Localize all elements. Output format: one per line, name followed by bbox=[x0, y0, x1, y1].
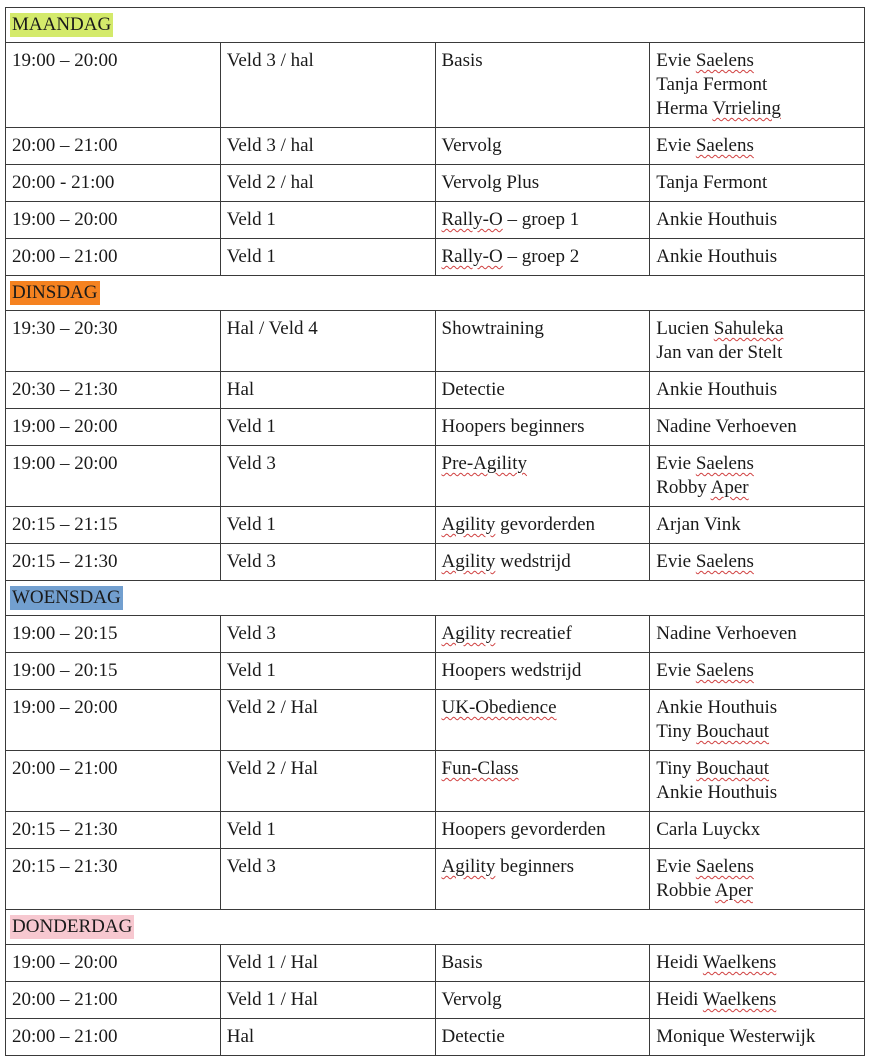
table-row bbox=[6, 751, 865, 812]
activity-cell: Rally-O – groep 1 bbox=[435, 202, 650, 239]
trainer-name: Evie Saelens bbox=[656, 453, 754, 474]
trainers-cell bbox=[650, 982, 865, 1019]
time-cell: 19:00 – 20:00 bbox=[6, 409, 221, 446]
trainers-cell bbox=[650, 202, 865, 239]
time-cell: 20:15 – 21:30 bbox=[6, 849, 221, 910]
trainer-name: Heidi Waelkens bbox=[656, 989, 777, 1010]
time-cell: 20:15 – 21:30 bbox=[6, 544, 221, 581]
activity-cell: Vervolg Plus bbox=[435, 165, 650, 202]
day-header-cell bbox=[6, 581, 865, 616]
activity-cell: Basis bbox=[435, 945, 650, 982]
trainers-cell bbox=[650, 446, 865, 507]
location-cell: Veld 3 bbox=[220, 544, 435, 581]
table-row bbox=[6, 165, 865, 202]
time-cell: 20:00 – 21:00 bbox=[6, 751, 221, 812]
trainer-name: Evie Saelens bbox=[656, 50, 754, 71]
activity-cell: Basis bbox=[435, 43, 650, 128]
trainer-name: Jan van der Stelt bbox=[656, 342, 783, 363]
trainer-name: Tanja Fermont bbox=[656, 172, 768, 193]
table-row bbox=[6, 653, 865, 690]
location-cell: Veld 1 bbox=[220, 812, 435, 849]
table-row bbox=[6, 239, 865, 276]
trainers-cell bbox=[650, 1019, 865, 1056]
activity-cell: Hoopers gevorderden bbox=[435, 812, 650, 849]
trainer-name: Carla Luyckx bbox=[656, 819, 761, 840]
table-row bbox=[6, 616, 865, 653]
trainers-cell bbox=[650, 945, 865, 982]
trainers-cell bbox=[650, 128, 865, 165]
activity-cell: UK-Obedience bbox=[435, 690, 650, 751]
trainers-cell bbox=[650, 409, 865, 446]
trainers-cell bbox=[650, 507, 865, 544]
location-cell: Veld 3 bbox=[220, 616, 435, 653]
time-cell: 20:15 – 21:30 bbox=[6, 812, 221, 849]
trainer-name: Robby Aper bbox=[656, 477, 749, 498]
trainer-name: Ankie Houthuis bbox=[656, 697, 778, 718]
day-header-row bbox=[6, 8, 865, 43]
schedule-document bbox=[5, 7, 865, 1056]
activity-cell: Fun-Class bbox=[435, 751, 650, 812]
trainer-name: Nadine Verhoeven bbox=[656, 416, 797, 437]
trainers-cell bbox=[650, 239, 865, 276]
trainer-name: Evie Saelens bbox=[656, 135, 754, 156]
table-row bbox=[6, 849, 865, 910]
trainer-name: Evie Saelens bbox=[656, 660, 754, 681]
table-row bbox=[6, 945, 865, 982]
trainer-name: Evie Saelens bbox=[656, 856, 754, 877]
location-cell: Veld 2 / Hal bbox=[220, 690, 435, 751]
table-row bbox=[6, 202, 865, 239]
time-cell: 20:15 – 21:15 bbox=[6, 507, 221, 544]
activity-cell: Agility beginners bbox=[435, 849, 650, 910]
table-row bbox=[6, 1019, 865, 1056]
day-header-row bbox=[6, 276, 865, 311]
day-header-row bbox=[6, 581, 865, 616]
activity-cell: Detectie bbox=[435, 1019, 650, 1056]
time-cell: 20:00 – 21:00 bbox=[6, 239, 221, 276]
trainer-name: Ankie Houthuis bbox=[656, 246, 778, 267]
trainer-name: Evie Saelens bbox=[656, 551, 754, 572]
trainers-cell bbox=[650, 544, 865, 581]
trainer-name: Ankie Houthuis bbox=[656, 209, 778, 230]
day-header-row bbox=[6, 910, 865, 945]
schedule-body bbox=[6, 8, 865, 1056]
time-cell: 19:00 – 20:15 bbox=[6, 653, 221, 690]
trainer-name: Monique Westerwijk bbox=[656, 1026, 816, 1047]
time-cell: 20:30 – 21:30 bbox=[6, 372, 221, 409]
table-row bbox=[6, 311, 865, 372]
trainer-name: Arjan Vink bbox=[656, 514, 741, 535]
trainer-name: Tanja Fermont bbox=[656, 74, 768, 95]
location-cell: Hal bbox=[220, 1019, 435, 1056]
activity-cell: Detectie bbox=[435, 372, 650, 409]
time-cell: 19:00 – 20:00 bbox=[6, 945, 221, 982]
activity-cell: Showtraining bbox=[435, 311, 650, 372]
activity-cell: Rally-O – groep 2 bbox=[435, 239, 650, 276]
day-label: DINSDAG bbox=[12, 282, 98, 303]
location-cell: Veld 3 bbox=[220, 446, 435, 507]
table-row bbox=[6, 372, 865, 409]
trainer-name: Heidi Waelkens bbox=[656, 952, 777, 973]
table-row bbox=[6, 690, 865, 751]
table-row bbox=[6, 409, 865, 446]
location-cell: Hal / Veld 4 bbox=[220, 311, 435, 372]
location-cell: Veld 1 bbox=[220, 653, 435, 690]
time-cell: 19:00 – 20:00 bbox=[6, 446, 221, 507]
trainers-cell bbox=[650, 311, 865, 372]
activity-cell: Agility gevorderden bbox=[435, 507, 650, 544]
location-cell: Veld 3 / hal bbox=[220, 128, 435, 165]
table-row bbox=[6, 446, 865, 507]
trainer-name: Tiny Bouchaut bbox=[656, 721, 770, 742]
trainers-cell bbox=[650, 751, 865, 812]
day-label: MAANDAG bbox=[12, 14, 112, 35]
time-cell: 19:30 – 20:30 bbox=[6, 311, 221, 372]
trainers-cell bbox=[650, 690, 865, 751]
trainers-cell bbox=[650, 165, 865, 202]
time-cell: 19:00 – 20:15 bbox=[6, 616, 221, 653]
trainer-name: Tiny Bouchaut bbox=[656, 758, 770, 779]
activity-cell: Agility wedstrijd bbox=[435, 544, 650, 581]
time-cell: 19:00 – 20:00 bbox=[6, 43, 221, 128]
location-cell: Veld 3 bbox=[220, 849, 435, 910]
location-cell: Veld 2 / hal bbox=[220, 165, 435, 202]
day-header-cell bbox=[6, 276, 865, 311]
location-cell: Veld 1 / Hal bbox=[220, 982, 435, 1019]
location-cell: Veld 1 / Hal bbox=[220, 945, 435, 982]
time-cell: 20:00 - 21:00 bbox=[6, 165, 221, 202]
location-cell: Veld 1 bbox=[220, 239, 435, 276]
trainers-cell bbox=[650, 812, 865, 849]
trainers-cell bbox=[650, 372, 865, 409]
time-cell: 19:00 – 20:00 bbox=[6, 202, 221, 239]
activity-cell: Hoopers wedstrijd bbox=[435, 653, 650, 690]
trainers-cell bbox=[650, 43, 865, 128]
location-cell: Hal bbox=[220, 372, 435, 409]
activity-cell: Hoopers beginners bbox=[435, 409, 650, 446]
day-header-cell bbox=[6, 910, 865, 945]
trainer-name: Robbie Aper bbox=[656, 880, 753, 901]
trainer-name: Herma Vrrieling bbox=[656, 98, 781, 119]
table-row bbox=[6, 43, 865, 128]
location-cell: Veld 1 bbox=[220, 202, 435, 239]
day-label: DONDERDAG bbox=[12, 916, 133, 937]
day-header-cell bbox=[6, 8, 865, 43]
time-cell: 20:00 – 21:00 bbox=[6, 982, 221, 1019]
location-cell: Veld 1 bbox=[220, 409, 435, 446]
table-row bbox=[6, 544, 865, 581]
activity-cell: Vervolg bbox=[435, 982, 650, 1019]
trainers-cell bbox=[650, 653, 865, 690]
table-row bbox=[6, 982, 865, 1019]
day-label: WOENSDAG bbox=[12, 587, 121, 608]
activity-cell: Pre-Agility bbox=[435, 446, 650, 507]
schedule-table bbox=[5, 7, 865, 1056]
location-cell: Veld 2 / Hal bbox=[220, 751, 435, 812]
trainer-name: Lucien Sahuleka bbox=[656, 318, 784, 339]
time-cell: 20:00 – 21:00 bbox=[6, 1019, 221, 1056]
activity-cell: Agility recreatief bbox=[435, 616, 650, 653]
table-row bbox=[6, 128, 865, 165]
trainer-name: Ankie Houthuis bbox=[656, 379, 778, 400]
trainer-name: Nadine Verhoeven bbox=[656, 623, 797, 644]
trainers-cell bbox=[650, 616, 865, 653]
trainers-cell bbox=[650, 849, 865, 910]
activity-cell: Vervolg bbox=[435, 128, 650, 165]
table-row bbox=[6, 812, 865, 849]
time-cell: 20:00 – 21:00 bbox=[6, 128, 221, 165]
time-cell: 19:00 – 20:00 bbox=[6, 690, 221, 751]
table-row bbox=[6, 507, 865, 544]
location-cell: Veld 1 bbox=[220, 507, 435, 544]
trainer-name: Ankie Houthuis bbox=[656, 782, 778, 803]
location-cell: Veld 3 / hal bbox=[220, 43, 435, 128]
